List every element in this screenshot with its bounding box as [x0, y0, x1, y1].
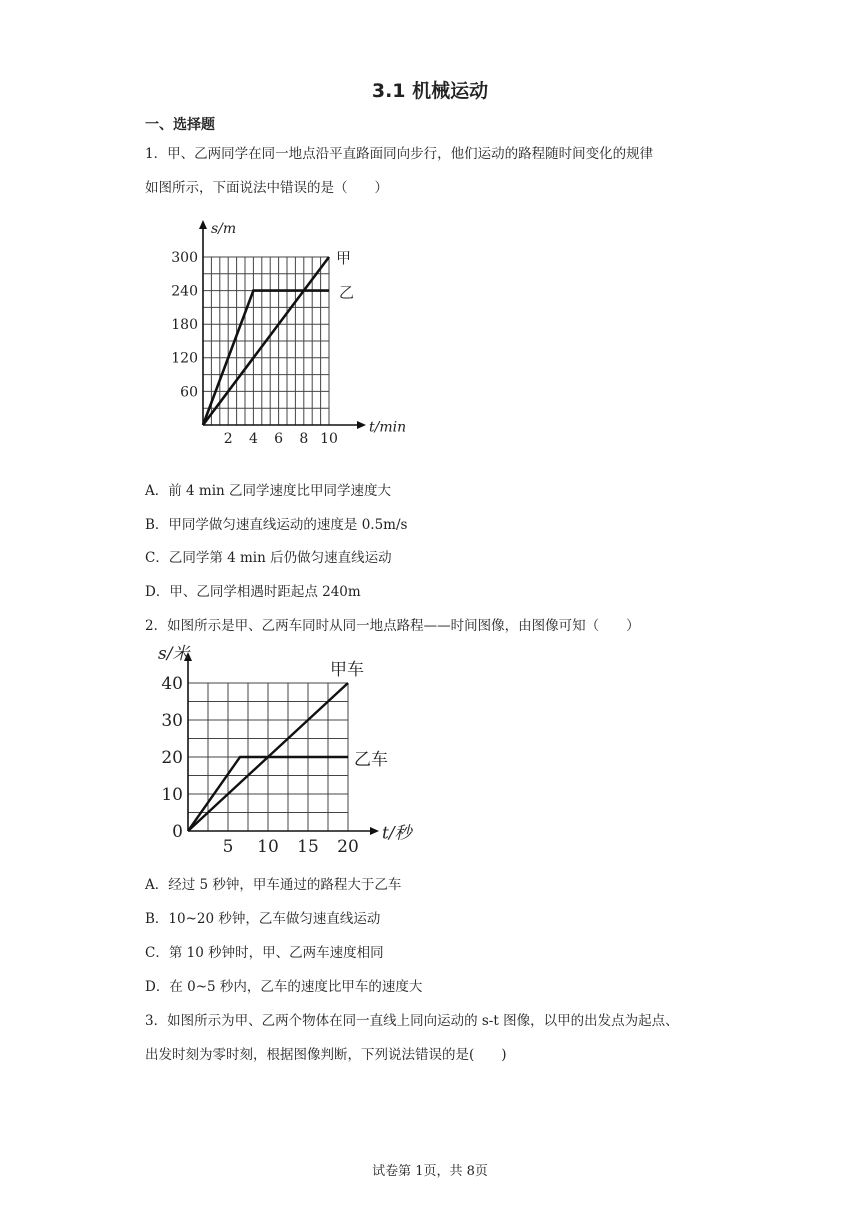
x-tick-label: 6	[274, 431, 284, 447]
q3-stem-line1: 3．如图所示为甲、乙两个物体在同一直线上同向运动的 s-t 图像，以甲的出发点为起点、	[145, 1013, 679, 1029]
x-tick-label: 20	[337, 837, 359, 857]
y-axis-label: s/米	[158, 644, 190, 664]
y-tick-label: 30	[161, 710, 183, 731]
y-tick-label: 60	[180, 384, 198, 401]
q1-option-a: A．前 4 min 乙同学速度比甲同学速度大	[145, 483, 392, 499]
x-tick-label: 5	[222, 837, 234, 857]
q3-stem-line2: 出发时刻为零时刻，根据图像判断，下列说法错误的是( )	[145, 1047, 507, 1063]
y-tick-label: 20	[161, 747, 183, 768]
y-axis-arrow	[199, 220, 207, 229]
q2-chart	[140, 638, 410, 868]
series-name-label: 甲车	[330, 660, 364, 680]
q1-option-c: C．乙同学第 4 min 后仍做匀速直线运动	[145, 550, 392, 566]
x-tick-label: 10	[257, 837, 279, 857]
x-axis-label: t/秒	[382, 823, 412, 844]
q2-option-a: A．经过 5 秒钟，甲车通过的路程大于乙车	[145, 877, 402, 893]
q2-option-d: D．在 0~5 秒内，乙车的速度比甲车的速度大	[145, 979, 423, 995]
q1-option-b: B．甲同学做匀速直线运动的速度是 0.5m/s	[145, 517, 408, 533]
q2-stem-line1: 2．如图所示是甲、乙两车同时从同一地点路程——时间图像，由图像可知（ ）	[145, 618, 640, 634]
series-name-label: 乙车	[354, 750, 388, 770]
page-footer: 试卷第 1页，共 8页	[372, 1164, 488, 1179]
q2-option-c: C．第 10 秒钟时，甲、乙两车速度相同	[145, 945, 384, 961]
q1-stem-line2: 如图所示，下面说法中错误的是（ ）	[145, 180, 388, 196]
x-tick-label: 8	[299, 431, 309, 447]
x-axis-label: t/min	[369, 419, 407, 436]
x-axis-arrow	[370, 827, 379, 835]
x-tick-label: 2	[223, 431, 233, 447]
series-name-label: 乙	[339, 283, 355, 302]
y-tick-label: 180	[171, 317, 198, 334]
x-tick-label: 15	[297, 837, 319, 857]
x-axis-arrow	[357, 421, 366, 429]
q1-option-d: D．甲、乙同学相遇时距起点 240m	[145, 584, 361, 600]
page-title: 3.1 机械运动	[371, 80, 489, 102]
section-heading: 一、选择题	[145, 117, 215, 133]
q2-option-b: B．10~20 秒钟，乙车做匀速直线运动	[145, 911, 381, 927]
series-name-label: 甲	[336, 249, 352, 267]
y-tick-label: 120	[171, 350, 198, 367]
y-tick-label: 240	[171, 283, 198, 300]
q1-stem-line1: 1．甲、乙两同学在同一地点沿平直路面同向步行，他们运动的路程随时间变化的规律	[145, 146, 654, 162]
y-tick-label: 0	[172, 821, 183, 842]
x-tick-label: 4	[248, 431, 258, 447]
y-axis-label: s/m	[211, 221, 237, 237]
y-tick-label: 10	[161, 784, 183, 805]
y-tick-label: 300	[171, 249, 198, 266]
y-tick-label: 40	[161, 673, 183, 694]
q1-chart	[150, 215, 450, 455]
x-tick-label: 10	[320, 431, 338, 447]
